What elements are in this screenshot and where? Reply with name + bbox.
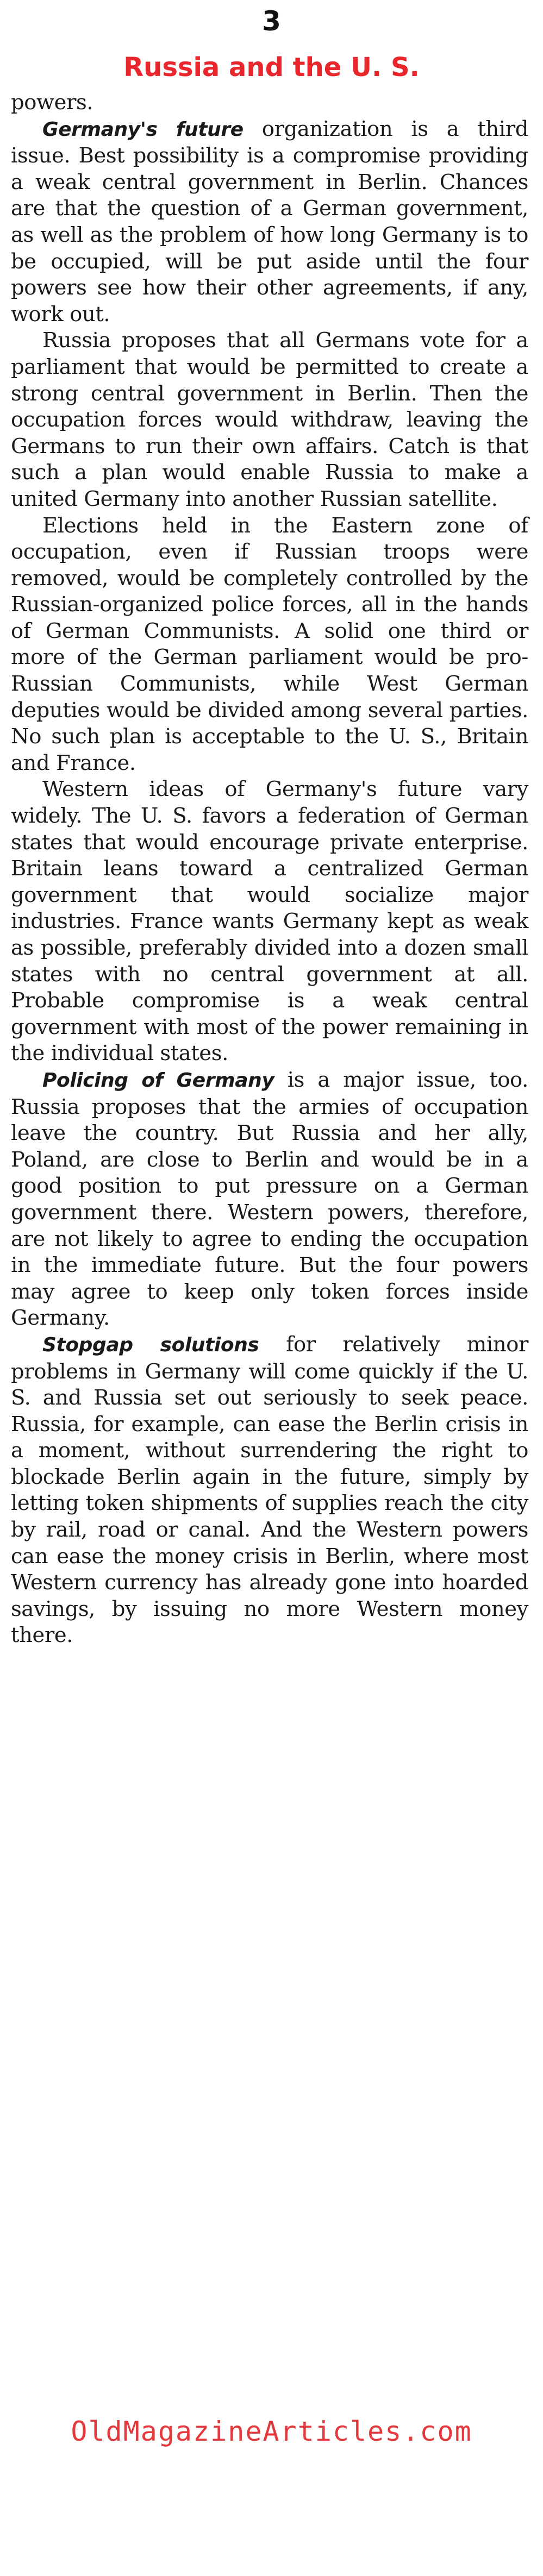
section-lead-policing: Policing of Germany	[42, 1069, 274, 1092]
section-lead-germany-future: Germany's future	[42, 118, 244, 141]
paragraph-text: is a major issue, too. Russia proposes that the armies of occupation leave the country. But Russia and her ally, Poland, are close to Berlin and would be in a good position to put pressure on a German government there. Western powers, therefore, are not likely to agree to ending the occupation in the immediate future. But the four powers may agree to keep only token forces inside Germany.	[11, 1067, 528, 1331]
site-footer-link[interactable]: OldMagazineArticles.com	[71, 2416, 472, 2447]
article-paragraph-policing	[11, 1067, 528, 1332]
article-paragraph-western-ideas: Western ideas of Germany's future vary widely. The U. S. favors a federation of German states that would encourage private enterprise. Britain leans toward a centralized German government that would socialize major industries. France wants Germany kept as weak as possible, preferably divided into a dozen small states with no central government at all. Probable compromise is a weak central government with most of the power remaining in the individual states.	[11, 777, 528, 1066]
article-paragraph-elections: Elections held in the Eastern zone of occupation, even if Russian troops were removed, would be completely controlled by the Russian-organized police forces, all in the hands of German Communists. A solid one third or more of the German parliament would be pro-Russian Communists, while West German deputies would be divided among several parties. No such plan is acceptable to the U. S., Britain and France.	[11, 513, 528, 775]
article-paragraph-continuation: powers.	[11, 90, 93, 115]
page-number: 3	[262, 5, 281, 37]
article-paragraph-russia-proposal: Russia proposes that all Germans vote for a parliament that would be permitted to create a strong central government in Berlin. Then the occupation forces would withdraw, leaving the Germans to run their own affairs. Catch is that such a plan would enable Russia to make a united Germany into another Russian satellite.	[11, 328, 528, 511]
article-headline: Russia and the U. S.	[123, 52, 420, 83]
article-paragraph-stopgap	[11, 1332, 528, 1649]
paragraph-text: organization is a third issue. Best possibility is a compromise providing a weak central government in Berlin. Chances are that the question of a German government, as well as the problem of how long Germany is to be occupied, will be put aside until the four powers see how their other agreements, if any, work out.	[11, 116, 528, 327]
article-body	[11, 90, 528, 1649]
paragraph-text: for relatively minor problems in Germany will come quickly if the U. S. and Russia set out seriously to seek peace. Russia, for example, can ease the Berlin crisis in a moment, without surrendering the right to blockade Berlin again in the future, simply by letting token shipments of supplies reach the city by rail, road or canal. And the Western powers can ease the money crisis in Berlin, where most Western currency has already gone into hoarded savings, by issuing no more Western money there.	[11, 1332, 529, 1648]
section-lead-stopgap: Stopgap solutions	[42, 1333, 259, 1356]
article-paragraph-germany-future	[11, 116, 528, 328]
